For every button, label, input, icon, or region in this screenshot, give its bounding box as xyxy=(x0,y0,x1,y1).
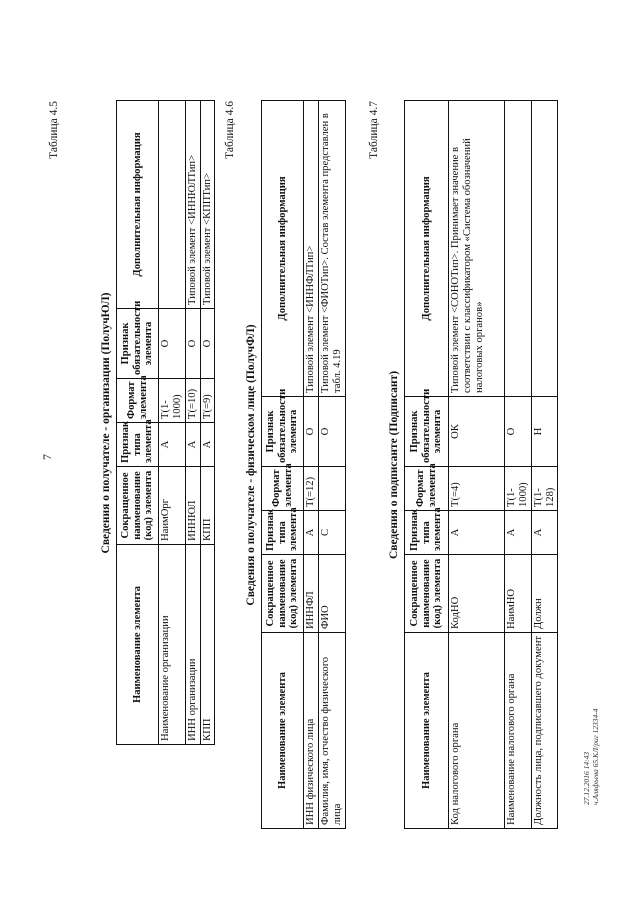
cell-format xyxy=(318,467,345,511)
header-required: Признак обязательности элемента xyxy=(262,397,304,467)
cell-format: Т(=4) xyxy=(449,467,505,511)
cell-code: ИННЮЛ xyxy=(185,467,200,545)
stamp-line-2: ч.Аляфьева 65.КЛ/риг 12334-4 xyxy=(591,708,600,805)
header-info: Дополнительная информация xyxy=(405,101,449,397)
header-name: Наименование элемента xyxy=(405,633,449,829)
cell-info: Типовой элемент <КППТип> xyxy=(200,101,215,309)
document-stamp xyxy=(582,708,600,805)
cell-name: Должность лица, подписавшего документ xyxy=(531,633,558,829)
table-row xyxy=(531,101,558,829)
cell-name: Фамилия, имя, отчество физического лица xyxy=(318,633,345,829)
table-4-6 xyxy=(261,100,346,829)
table-row xyxy=(185,101,200,745)
cell-type: А xyxy=(200,423,215,467)
cell-name: КПП xyxy=(200,545,215,745)
cell-format: Т(1-1000) xyxy=(505,467,532,511)
cell-name: ИНН организации xyxy=(185,545,200,745)
header-required: Признак обязательности элемента xyxy=(117,309,159,379)
cell-code: ФИО xyxy=(318,555,345,633)
header-type: Признак типа элемента xyxy=(117,423,159,467)
cell-format: Т(1-1000) xyxy=(159,379,186,423)
cell-info xyxy=(505,101,532,397)
table-row xyxy=(200,101,215,745)
cell-code: ИННФЛ xyxy=(304,555,319,633)
table-number-4-6: Таблица 4.6 xyxy=(224,101,236,159)
header-required: Признак обязательности элемента xyxy=(405,397,449,467)
cell-type: С xyxy=(318,511,345,555)
header-info: Дополнительная информация xyxy=(117,101,159,309)
header-code: Сокращенное наименование (код) элемента xyxy=(262,555,304,633)
header-name: Наименование элемента xyxy=(117,545,159,745)
cell-required: ОК xyxy=(449,397,505,467)
table-caption-4-6: Сведения о получателе - физическом лице (ПолучФЛ) xyxy=(245,324,257,606)
cell-info xyxy=(159,101,186,309)
cell-name: Наименование организации xyxy=(159,545,186,745)
table-number-4-5: Таблица 4.5 xyxy=(48,101,60,159)
table-number-4-7: Таблица 4.7 xyxy=(368,101,380,159)
table-4-7 xyxy=(404,100,558,829)
cell-type: А xyxy=(505,511,532,555)
table-row xyxy=(304,101,319,829)
cell-format: Т(1-128) xyxy=(531,467,558,511)
header-type: Признак типа элемента xyxy=(405,511,449,555)
header-type: Признак типа элемента xyxy=(262,511,304,555)
table-caption-4-7: Сведения о подписанте (Подписант) xyxy=(388,370,400,560)
table-row xyxy=(159,101,186,745)
cell-required: О xyxy=(159,309,186,379)
cell-info: Типовой элемент <ИННЮЛТип> xyxy=(185,101,200,309)
cell-required: О xyxy=(200,309,215,379)
cell-type: А xyxy=(185,423,200,467)
cell-code: НаимОрг xyxy=(159,467,186,545)
cell-code: НаимНО xyxy=(505,555,532,633)
cell-required: Н xyxy=(531,397,558,467)
cell-format: Т(=12) xyxy=(304,467,319,511)
cell-type: А xyxy=(531,511,558,555)
cell-info: Типовой элемент <ИННФЛТип> xyxy=(304,101,319,397)
cell-type: А xyxy=(449,511,505,555)
table-4-5 xyxy=(116,100,215,745)
stamp-line-1: 27.12.2016 14:43 xyxy=(582,751,591,805)
cell-required: О xyxy=(318,397,345,467)
cell-type: А xyxy=(304,511,319,555)
cell-info: Типовой элемент <СОНОТип>. Принимает значение в соответствии с классификатором «Система обозначений налоговых органов» xyxy=(449,101,505,397)
table-row xyxy=(449,101,505,829)
cell-format: Т(=10) xyxy=(185,379,200,423)
header-name: Наименование элемента xyxy=(262,633,304,829)
cell-code: Должн xyxy=(531,555,558,633)
cell-format: Т(=9) xyxy=(200,379,215,423)
cell-required: О xyxy=(505,397,532,467)
cell-info xyxy=(531,101,558,397)
header-format: Формат элемента xyxy=(117,379,159,423)
cell-code: КПП xyxy=(200,467,215,545)
cell-code: КодНО xyxy=(449,555,505,633)
header-format: Формат элемента xyxy=(262,467,304,511)
cell-type: А xyxy=(159,423,186,467)
table-row xyxy=(318,101,345,829)
cell-name: ИНН физического лица xyxy=(304,633,319,829)
header-code: Сокращенное наименование (код) элемента xyxy=(405,555,449,633)
page-number: 7 xyxy=(40,454,54,460)
table-caption-4-5: Сведения о получателе - организации (ПолучЮЛ) xyxy=(100,292,112,554)
table-row xyxy=(505,101,532,829)
cell-name: Наименование налогового органа xyxy=(505,633,532,829)
cell-info: Типовой элемент <ФИОТип>. Состав элемента представлен в табл. 4.19 xyxy=(318,101,345,397)
header-code: Сокращенное наименование (код) элемента xyxy=(117,467,159,545)
cell-required: О xyxy=(304,397,319,467)
cell-name: Код налогового органа xyxy=(449,633,505,829)
cell-required: О xyxy=(185,309,200,379)
header-info: Дополнительная информация xyxy=(262,101,304,397)
header-format: Формат элемента xyxy=(405,467,449,511)
